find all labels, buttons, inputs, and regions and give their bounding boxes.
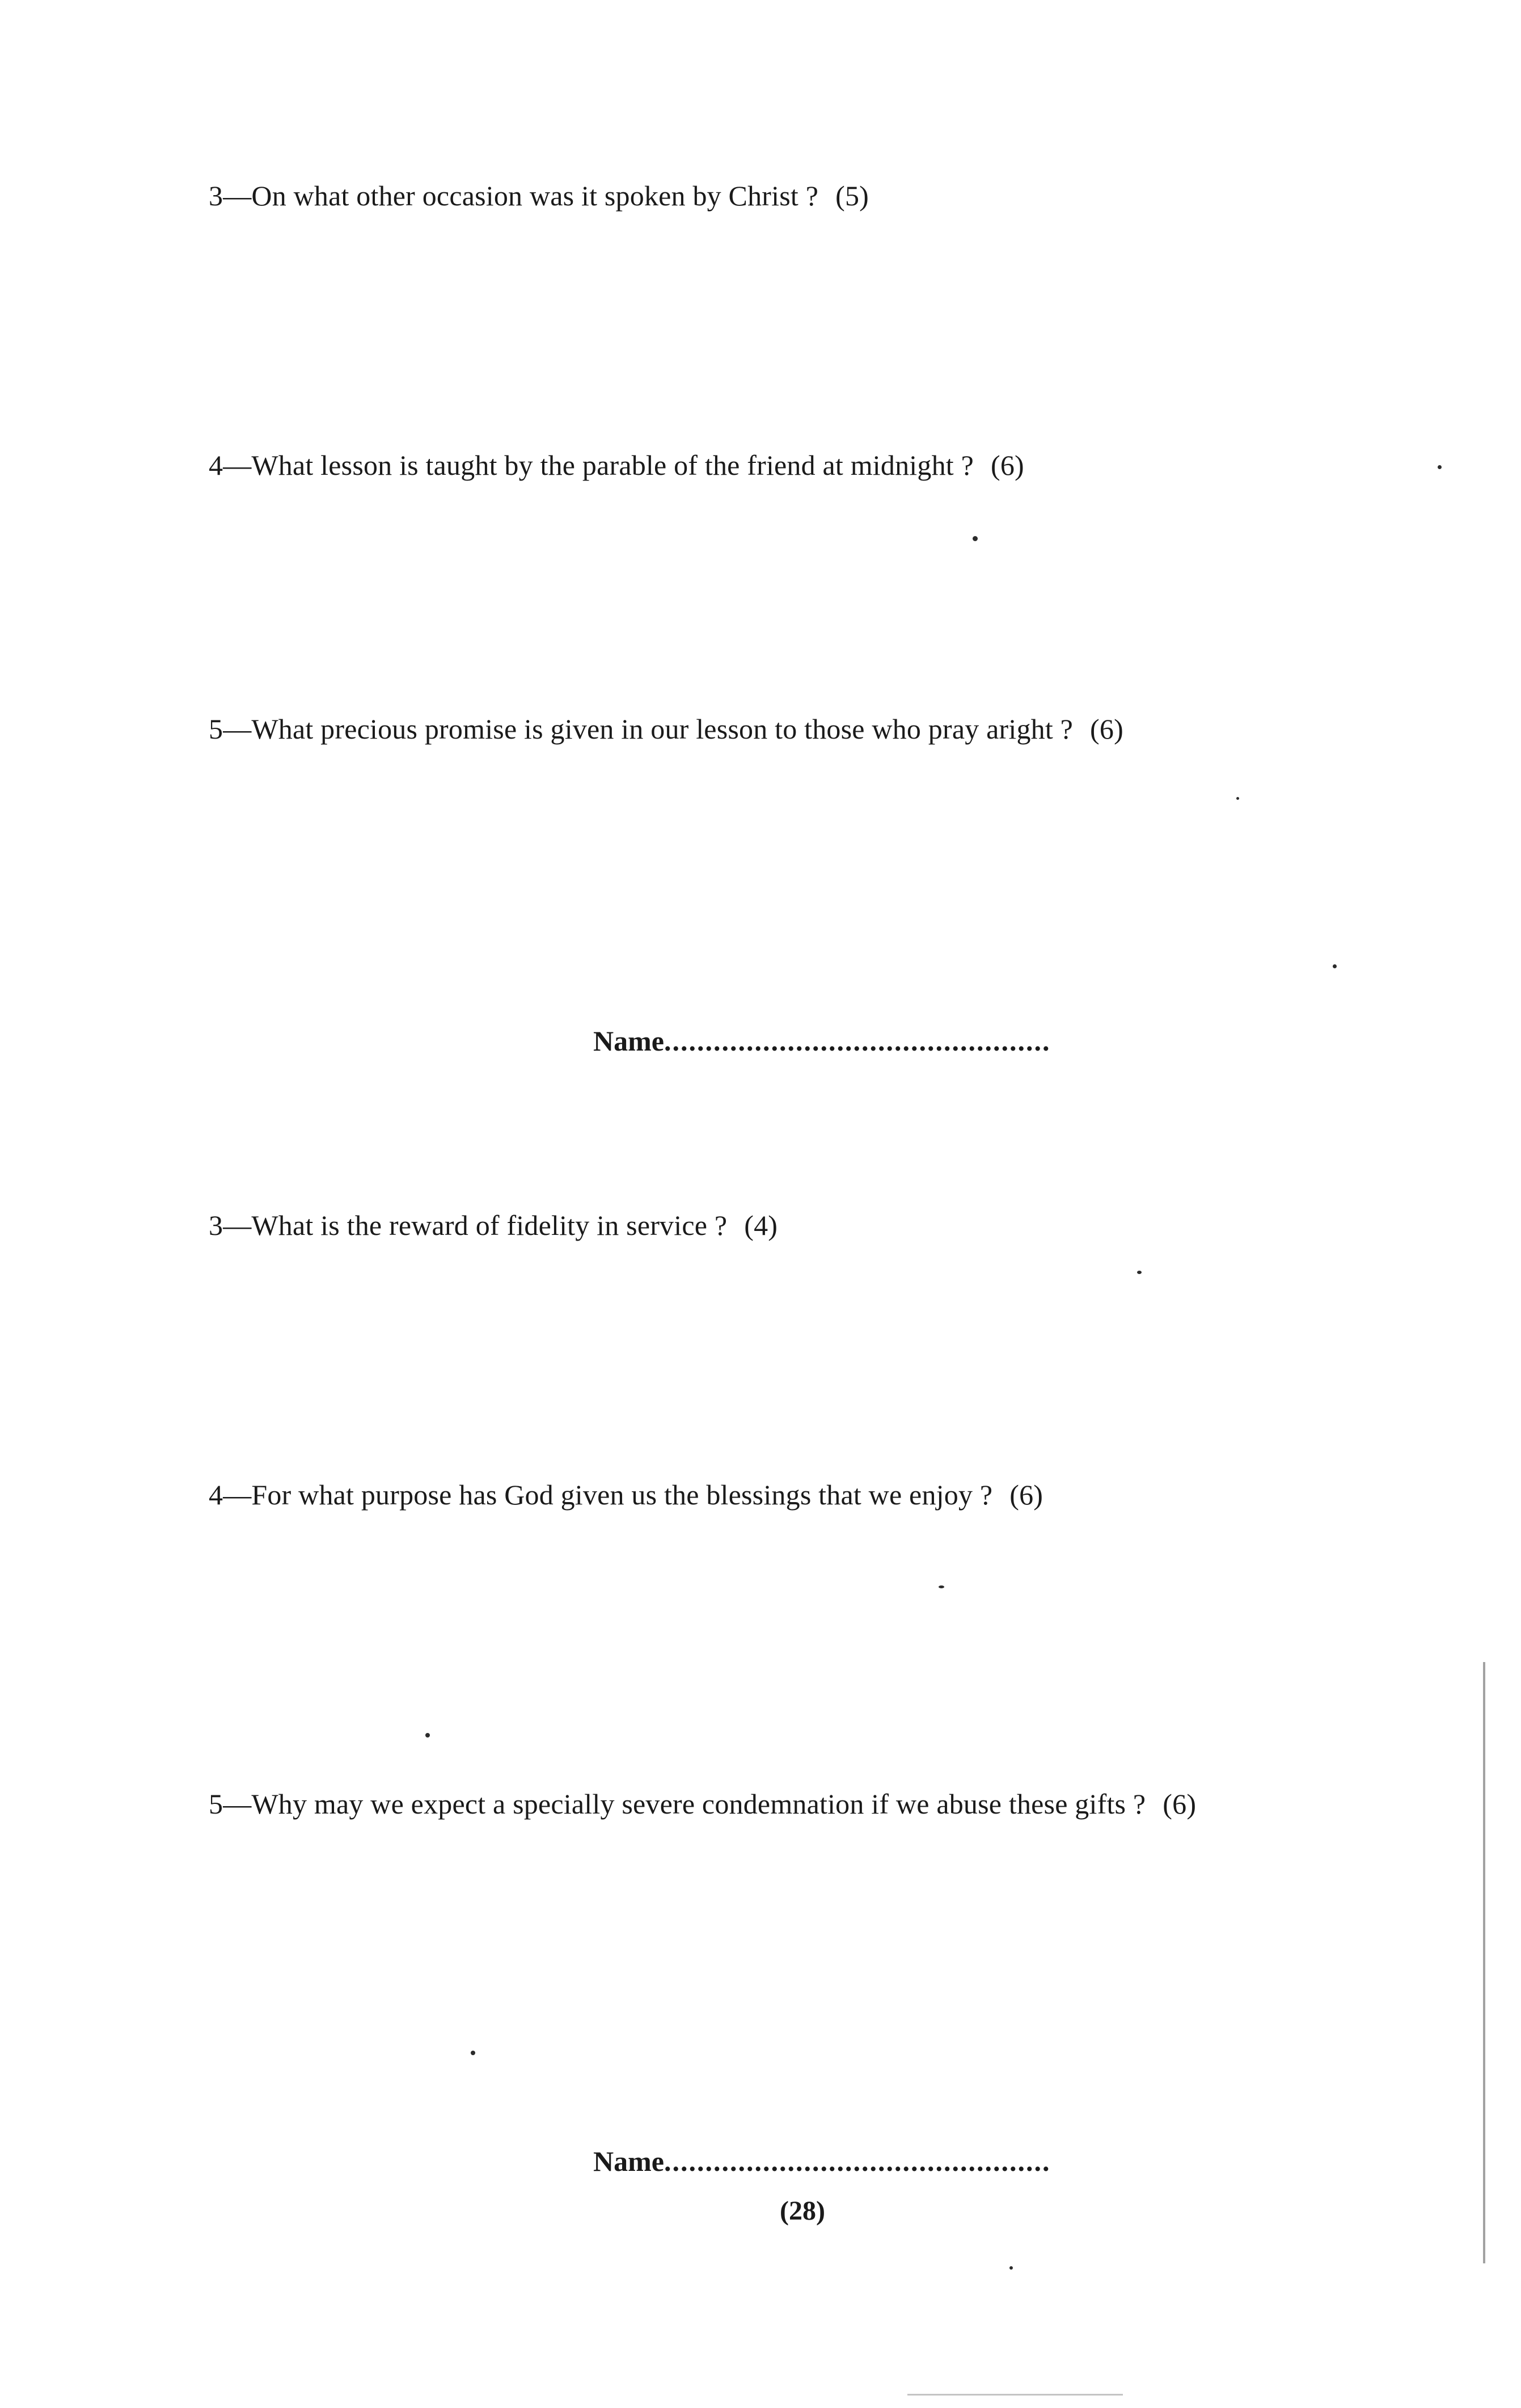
question-2-3 (209, 1208, 778, 1242)
question-marks: (6) (990, 449, 1024, 481)
scan-speck (1009, 2266, 1013, 2270)
name-label: Name (593, 1025, 664, 1057)
name-label: Name (593, 2145, 664, 2177)
scan-speck (1236, 797, 1239, 800)
question-marks: (5) (835, 180, 869, 212)
question-marks: (6) (1163, 1788, 1197, 1820)
question-2-5 (209, 1787, 1196, 1821)
question-marks: (4) (744, 1209, 778, 1241)
scan-speck (1333, 964, 1337, 968)
question-text: 5—What precious promise is given in our lesson to those who pray aright ? (209, 713, 1074, 745)
scan-speck (425, 1733, 430, 1738)
scan-bottom-line (907, 2394, 1123, 2396)
scan-speck (471, 2051, 475, 2055)
scan-speck (1438, 465, 1442, 469)
question-text: 3—What is the reward of fidelity in service ? (209, 1209, 728, 1241)
question-text: 4—What lesson is taught by the parable of the friend at midnight ? (209, 449, 974, 481)
name-dots: ............................................... (664, 1025, 1051, 1057)
question-text: 4—For what purpose has God given us the blessings that we enjoy ? (209, 1479, 993, 1511)
question-marks: (6) (1009, 1479, 1043, 1511)
question-1-3 (209, 179, 869, 213)
question-text: 3—On what other occasion was it spoken by Christ ? (209, 180, 819, 212)
name-field-2 (593, 2144, 1050, 2178)
name-dots: ............................................... (664, 2145, 1051, 2177)
question-text: 5—Why may we expect a specially severe condemnation if we abuse these gifts ? (209, 1788, 1146, 1820)
scan-speck (1137, 1271, 1142, 1274)
scan-edge-line (1483, 1662, 1485, 2263)
question-2-4 (209, 1478, 1043, 1512)
page-number: (28) (780, 2196, 825, 2226)
scan-speck (973, 536, 978, 541)
scan-speck (939, 1585, 944, 1588)
question-marks: (6) (1090, 713, 1123, 745)
name-field-1 (593, 1024, 1050, 1058)
question-1-4 (209, 448, 1024, 482)
question-1-5 (209, 712, 1123, 746)
